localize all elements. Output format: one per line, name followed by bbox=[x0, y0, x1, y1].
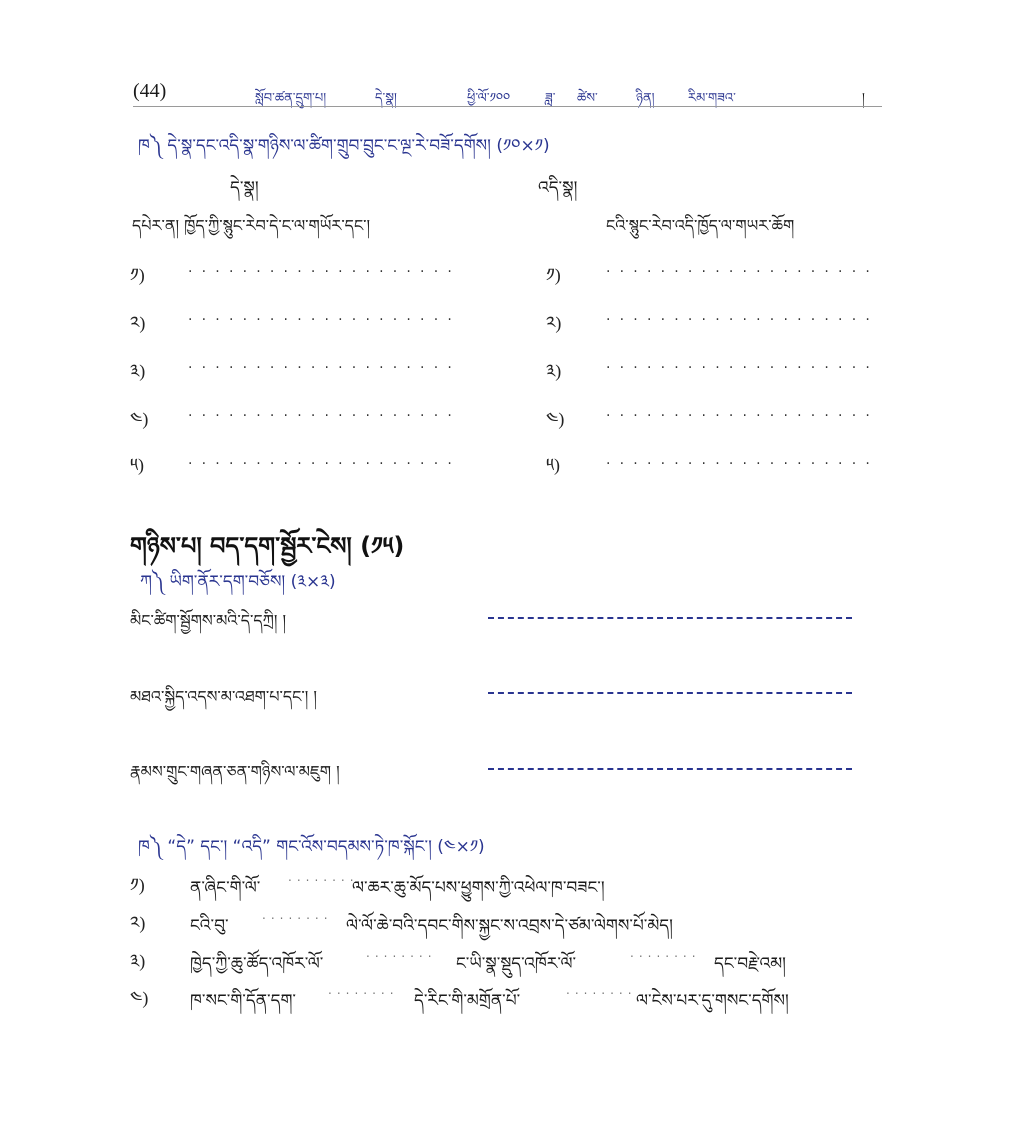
fill-num-4: ༤) bbox=[130, 988, 149, 1008]
header-month: ཟླ་ bbox=[545, 91, 556, 106]
fill-text-3c: དང་བརྗེ་འམ། bbox=[714, 954, 786, 974]
header-lesson: སློབ་ཚན་དྲུག་པ། bbox=[255, 91, 327, 106]
correction-line-3: རྣམས་གྲུང་གཞན་ཅན་གཉིས་ལ་མཇུག ། bbox=[130, 762, 340, 781]
fill-text-1b: ལ་ཆར་ཆུ་མོད་པས་ཕྱུགས་ཀྱི་འཕེལ་ཁ་བཟང་། bbox=[352, 878, 605, 898]
answer-dash-2[interactable] bbox=[488, 692, 852, 694]
fill-text-3a: ཁྱེད་ཀྱི་ཆུ་ཚོད་འཁོར་ལོ་ bbox=[190, 954, 324, 974]
answer-dash-1[interactable] bbox=[488, 617, 852, 619]
part-two-title: གཉིས་པ། བད་དག་སྦྱོར་ངེས། (༡༥) bbox=[130, 532, 405, 560]
fill-text-4b: དེ་རིང་གི་མགྲོན་པོ་ bbox=[414, 991, 521, 1011]
header-rule bbox=[133, 106, 882, 107]
answer-line-left-3[interactable]: .................... bbox=[188, 356, 462, 372]
answer-line-right-4[interactable]: .................... bbox=[606, 404, 880, 420]
row-label-left-4: ༤) bbox=[130, 409, 149, 429]
header-mark: ། bbox=[862, 91, 865, 106]
header-topic: དེ་སྣ། bbox=[375, 91, 397, 106]
fill-text-3b: ང་ཡི་སྣ་སྡུད་འཁོར་ལོ་ bbox=[456, 954, 577, 974]
header-year: ཕྱི་ལོ་༡༠༠ bbox=[467, 91, 511, 106]
fill-text-2b: ལེ་ལོ་ཆེ་བའི་དབང་གིས་སྐྱང་ས་འབྲས་དེ་ཙམ་ལེགས་པོ་མེད། bbox=[346, 916, 673, 936]
fill-text-2a: ངའི་བུ་ bbox=[190, 916, 229, 936]
col-right-head: འདི་སྣ། bbox=[538, 178, 578, 198]
row-label-left-1: ༡) bbox=[130, 265, 145, 285]
row-label-right-4: ༤) bbox=[546, 409, 565, 429]
answer-dash-3[interactable] bbox=[488, 768, 852, 770]
header-date: ཚེས་ bbox=[577, 91, 598, 106]
answer-line-left-2[interactable]: .................... bbox=[188, 308, 462, 324]
fill-num-2: ༢) bbox=[130, 913, 146, 933]
example-left: དཔེར་ན། ཁྱོད་ཀྱི་སྙུང་རེབ་དེ་ང་ལ་གཡོར་དང་། bbox=[132, 216, 371, 235]
fill-blank-4b[interactable]: ........ bbox=[566, 983, 637, 997]
answer-line-right-1[interactable]: .................... bbox=[606, 260, 880, 276]
fill-text-1a: ན་ཞིང་གི་ལོ་ bbox=[190, 878, 261, 898]
answer-line-right-5[interactable]: .................... bbox=[606, 452, 880, 468]
correction-line-2: མཐའ་སྐྱིད་འདས་མ་འཐག་པ་དང་། ། bbox=[130, 687, 317, 706]
row-label-left-5: ༥) bbox=[130, 455, 145, 475]
fill-num-3: ༣) bbox=[130, 951, 146, 971]
section-kha2-title: ཁ༽ “དེ” དང་། “འདི” གང་འོས་བདམས་ཏེ་ཁ་སྐོང་། (༤×༡) bbox=[138, 837, 485, 857]
answer-line-left-5[interactable]: .................... bbox=[188, 452, 462, 468]
answer-line-left-1[interactable]: .................... bbox=[188, 260, 462, 276]
col-left-head: དེ་སྣ། bbox=[230, 178, 259, 198]
fill-blank-3b[interactable]: ........ bbox=[630, 946, 701, 960]
row-label-right-2: ༢) bbox=[546, 313, 562, 333]
row-label-right-3: ༣) bbox=[546, 361, 562, 381]
answer-line-right-3[interactable]: .................... bbox=[606, 356, 880, 372]
row-label-left-3: ༣) bbox=[130, 361, 146, 381]
fill-num-1: ༡) bbox=[130, 875, 145, 895]
fill-blank-1[interactable]: ........ bbox=[288, 870, 359, 884]
fill-blank-4a[interactable]: ........ bbox=[328, 983, 399, 997]
fill-blank-3a[interactable]: ........ bbox=[366, 946, 437, 960]
row-label-right-1: ༡) bbox=[546, 265, 561, 285]
answer-line-left-4[interactable]: .................... bbox=[188, 404, 462, 420]
answer-line-right-2[interactable]: .................... bbox=[606, 308, 880, 324]
fill-text-4a: ཁ་སང་གི་དོན་དག་ bbox=[190, 991, 296, 1011]
sub-ka-title: ཀ༽ ཡིག་ནོར་དག་བཅོས། (༣×༣) bbox=[140, 572, 336, 592]
header-week: རིམ་གཟའ་ bbox=[688, 91, 736, 106]
example-right: ངའི་སྙུང་རེབ་འདི་ཁྱོད་ལ་གཡར་ཆོག bbox=[606, 216, 795, 235]
row-label-right-5: ༥) bbox=[546, 455, 561, 475]
row-label-left-2: ༢) bbox=[130, 313, 146, 333]
page-number: (44) bbox=[133, 80, 167, 102]
correction-line-1: མིང་ཚིག་སྦྱོགས་མའི་དེ་དཀྲི། ། bbox=[130, 611, 287, 630]
fill-blank-2[interactable]: ........ bbox=[262, 908, 333, 922]
fill-text-4c: ལ་ངེས་པར་དུ་གསང་དགོས། bbox=[636, 991, 789, 1011]
header-day: ཉིན། bbox=[636, 91, 655, 106]
section-kha-title: ཁ༽ དེ་སྣ་དང་འདི་སྣ་གཉིས་ལ་ཚིག་གྲུབ་བྲུང་ང་ལྔ་རེ་བཟོ་དགོས། (༡༠×༡) bbox=[138, 136, 550, 156]
